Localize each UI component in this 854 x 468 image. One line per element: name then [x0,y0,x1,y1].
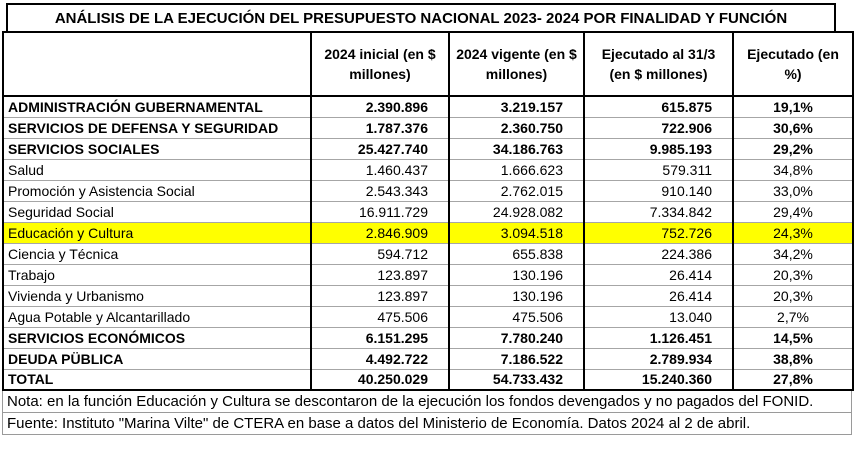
row-label: Promoción y Asistencia Social [3,180,311,201]
budget-table [2,31,854,391]
cell-ejecutado-pct: 34,8% [733,159,853,180]
cell-2024-vigente: 130.196 [449,264,584,285]
cell-ejecutado-pct: 29,2% [733,138,853,159]
cell-2024-inicial: 123.897 [311,264,449,285]
cell-2024-vigente: 2.762.015 [449,180,584,201]
cell-ejecutado-pct: 29,4% [733,201,853,222]
cell-ejecutado-pct: 20,3% [733,285,853,306]
table-row [3,264,853,285]
table-row [3,327,853,348]
table-row [3,285,853,306]
header-blank [3,32,311,96]
cell-2024-inicial: 2.543.343 [311,180,449,201]
cell-ejecutado-31-3: 579.311 [584,159,733,180]
table-row [3,96,853,117]
cell-ejecutado-31-3: 722.906 [584,117,733,138]
cell-ejecutado-31-3: 910.140 [584,180,733,201]
table-title: ANÁLISIS DE LA EJECUCIÓN DEL PRESUPUESTO NACIONAL 2023- 2024 POR FINALIDAD Y FUNCIÓN [6,3,836,31]
cell-2024-vigente: 7.186.522 [449,348,584,369]
note-text: Nota: en la función Educación y Cultura se descontaron de la ejecución los fondos devengados y no pagados del FONID. [2,391,852,413]
cell-2024-vigente: 2.360.750 [449,117,584,138]
cell-2024-vigente: 24.928.082 [449,201,584,222]
cell-ejecutado-31-3: 224.386 [584,243,733,264]
cell-2024-vigente: 475.506 [449,306,584,327]
cell-ejecutado-31-3: 7.334.842 [584,201,733,222]
cell-2024-inicial: 1.787.376 [311,117,449,138]
table-row [3,222,853,243]
cell-2024-inicial: 16.911.729 [311,201,449,222]
table-row [3,348,853,369]
table-row [3,117,853,138]
cell-2024-vigente: 3.219.157 [449,96,584,117]
cell-2024-vigente: 7.780.240 [449,327,584,348]
row-label: SERVICIOS ECONÓMICOS [3,327,311,348]
cell-ejecutado-pct: 30,6% [733,117,853,138]
cell-ejecutado-31-3: 752.726 [584,222,733,243]
cell-ejecutado-pct: 24,3% [733,222,853,243]
row-label: Agua Potable y Alcantarillado [3,306,311,327]
cell-ejecutado-pct: 33,0% [733,180,853,201]
header-ejecutado-31-3: Ejecutado al 31/3 (en $ millones) [584,32,733,96]
cell-ejecutado-pct: 38,8% [733,348,853,369]
cell-2024-inicial: 2.846.909 [311,222,449,243]
cell-2024-inicial: 6.151.295 [311,327,449,348]
row-label: DEUDA PÜBLICA [3,348,311,369]
cell-2024-inicial: 475.506 [311,306,449,327]
row-label: Salud [3,159,311,180]
cell-2024-inicial: 40.250.029 [311,369,449,390]
header-ejecutado-pct: Ejecutado (en %) [733,32,853,96]
cell-ejecutado-31-3: 9.985.193 [584,138,733,159]
source-text: Fuente: Instituto "Marina Vilte" de CTERA en base a datos del Ministerio de Economía. Datos 2024 al 2 de abril. [2,413,852,435]
cell-2024-vigente: 54.733.432 [449,369,584,390]
table-row [3,180,853,201]
row-label: Seguridad Social [3,201,311,222]
cell-ejecutado-31-3: 13.040 [584,306,733,327]
table-row [3,243,853,264]
table-row [3,201,853,222]
header-2024-inicial: 2024 inicial (en $ millones) [311,32,449,96]
cell-ejecutado-31-3: 15.240.360 [584,369,733,390]
cell-2024-inicial: 123.897 [311,285,449,306]
table-row [3,369,853,390]
row-label: Educación y Cultura [3,222,311,243]
cell-2024-inicial: 1.460.437 [311,159,449,180]
cell-ejecutado-pct: 2,7% [733,306,853,327]
table-row [3,138,853,159]
header-row [3,32,853,96]
cell-ejecutado-31-3: 2.789.934 [584,348,733,369]
cell-ejecutado-pct: 20,3% [733,264,853,285]
cell-ejecutado-31-3: 615.875 [584,96,733,117]
cell-2024-inicial: 25.427.740 [311,138,449,159]
cell-2024-vigente: 34.186.763 [449,138,584,159]
cell-ejecutado-31-3: 26.414 [584,285,733,306]
cell-2024-vigente: 130.196 [449,285,584,306]
cell-ejecutado-31-3: 1.126.451 [584,327,733,348]
row-label: Ciencia y Técnica [3,243,311,264]
row-label: SERVICIOS DE DEFENSA Y SEGURIDAD [3,117,311,138]
table-row [3,159,853,180]
cell-2024-vigente: 655.838 [449,243,584,264]
row-label: SERVICIOS SOCIALES [3,138,311,159]
row-label: ADMINISTRACIÓN GUBERNAMENTAL [8,98,263,115]
row-label: TOTAL [3,369,311,390]
cell-2024-inicial: 2.390.896 [311,96,449,117]
table-row [3,306,853,327]
cell-2024-vigente: 3.094.518 [449,222,584,243]
cell-ejecutado-pct: 14,5% [733,327,853,348]
cell-ejecutado-31-3: 26.414 [584,264,733,285]
row-label: Vivienda y Urbanismo [3,285,311,306]
cell-2024-inicial: 4.492.722 [311,348,449,369]
cell-2024-vigente: 1.666.623 [449,159,584,180]
cell-ejecutado-pct: 27,8% [733,369,853,390]
cell-ejecutado-pct: 34,2% [733,243,853,264]
row-label: Trabajo [3,264,311,285]
cell-ejecutado-pct: 19,1% [733,96,853,117]
cell-2024-inicial: 594.712 [311,243,449,264]
header-2024-vigente: 2024 vigente (en $ millones) [449,32,584,96]
